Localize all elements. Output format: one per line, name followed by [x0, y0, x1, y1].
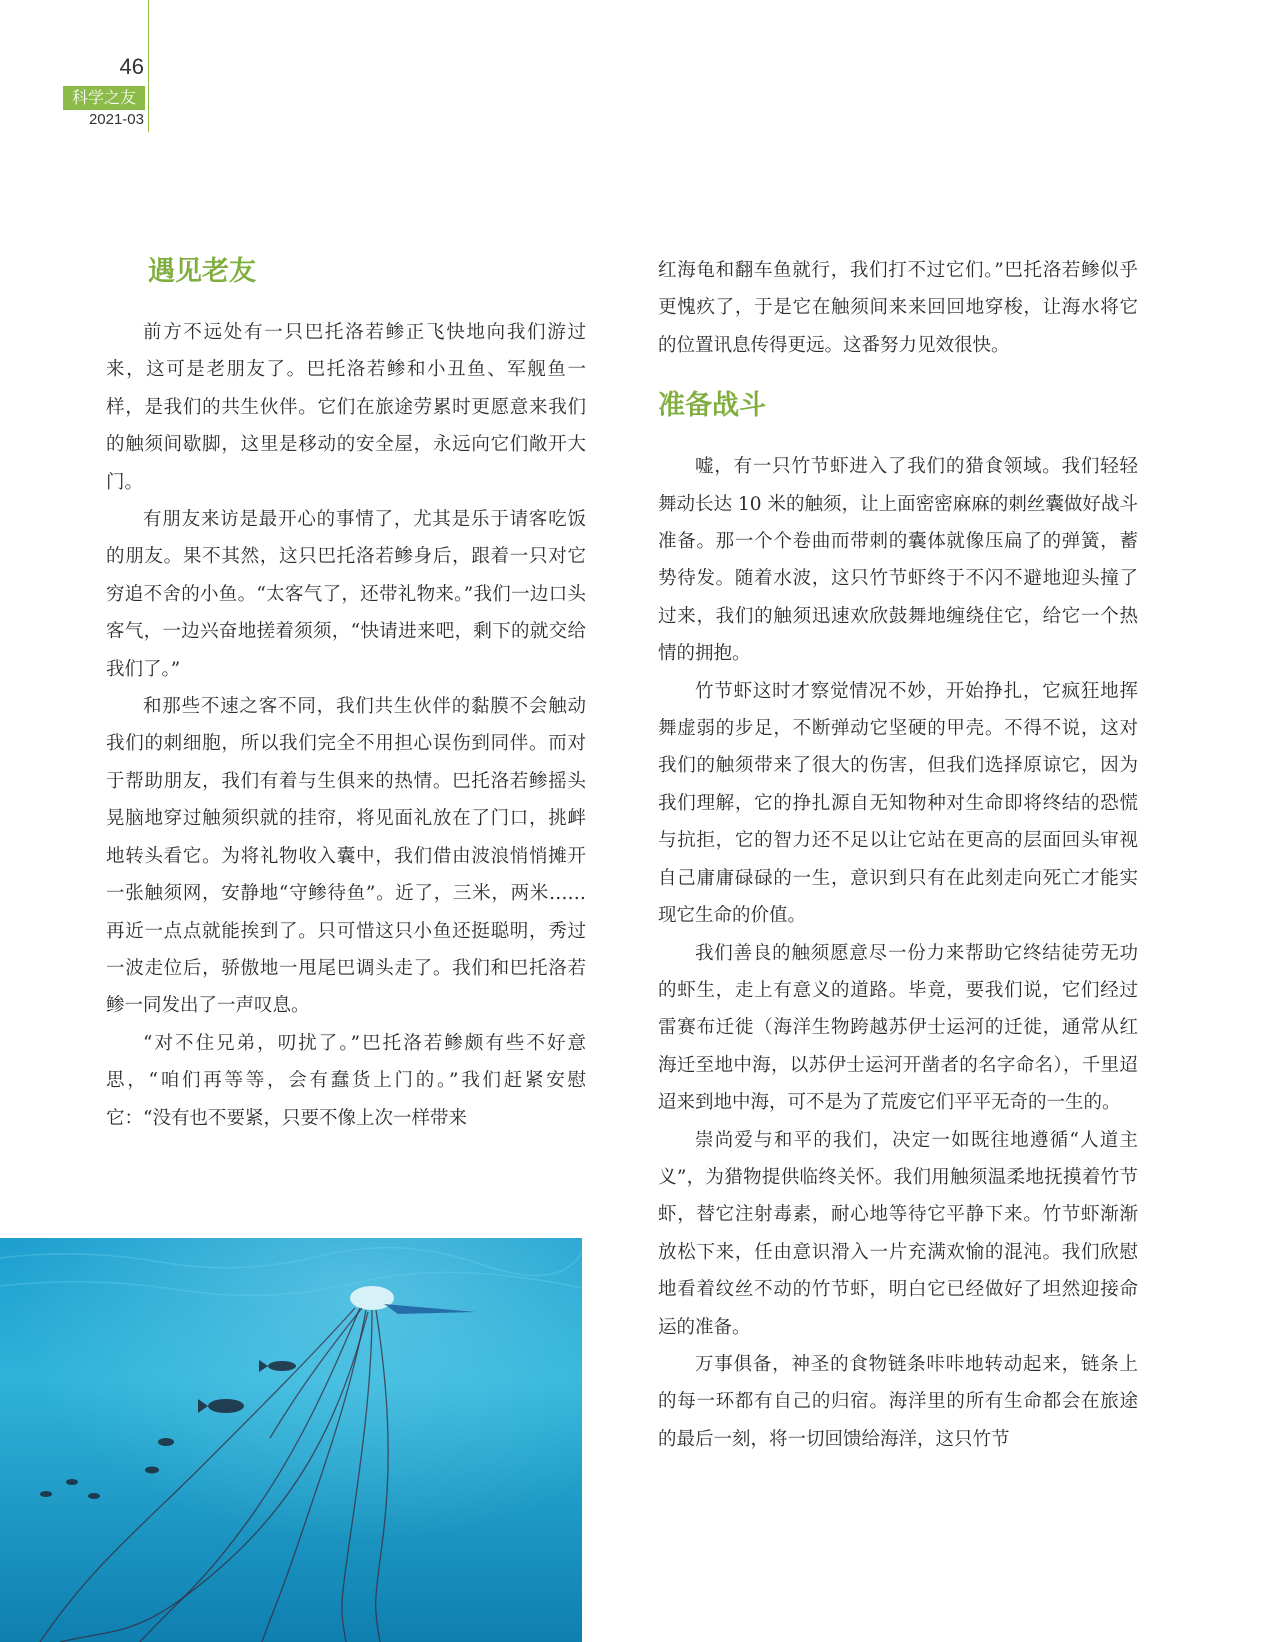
paragraph: “对不住兄弟，叨扰了。”巴托洛若鲹颇有些不好意思，“咱们再等等，会有蠢货上门的。”我们赶紧安慰它：“没有也不要紧，只要不像上次一样带来	[106, 1032, 586, 1129]
paragraph: 嘘，有一只竹节虾进入了我们的猎食领域。我们轻轻舞动长达 10 米的触须，让上面密密麻麻的刺丝囊做好战斗准备。那一个个卷曲而带刺的囊体就像压扁了的弹簧，蓄势待发。随着水波，这只竹节虾终于不闪不避地迎头撞了过来，我们的触须迅速欢欣鼓舞地缠绕住它，给它一个热情的拥抱。	[658, 456, 1138, 665]
paragraph: 我们善良的触须愿意尽一份力来帮助它终结徒劳无功的虾生，走上有意义的道路。毕竟，要我们说，它们经过雷赛布迁徙（海洋生物跨越苏伊士运河的迁徙，通常从红海迁至地中海，以苏伊士运河开凿者的名字命名），千里迢迢来到地中海，可不是为了荒废它们平平无奇的一生的。	[658, 942, 1138, 1114]
section-title-meet-old-friend: 遇见老友	[148, 256, 256, 287]
issue-date: 2021-03	[88, 111, 144, 128]
page-number: 46	[119, 54, 144, 79]
paragraph: 和那些不速之客不同，我们共生伙伴的黏膜不会触动我们的刺细胞，所以我们完全不用担心误伤到同伴。而对于帮助朋友，我们有着与生俱来的热情。巴托洛若鲹摇头晃脑地穿过触须织就的挂帘，将见面礼放在了门口，挑衅地转头看它。为将礼物收入囊中，我们借由波浪悄悄摊开一张触须网，安静地“守鲹待鱼”。近了，三米，两米……再近一点点就能挨到了。只可惜这只小鱼还挺聪明，秀过一波走位后，骄傲地一甩尾巴调头走了。我们和巴托洛若鲹一同发出了一声叹息。	[106, 696, 586, 1017]
paragraph: 有朋友来访是最开心的事情了，尤其是乐于请客吃饭的朋友。果不其然，这只巴托洛若鲹身后，跟着一只对它穷追不舍的小鱼。“太客气了，还带礼物来。”我们一边口头客气，一边兴奋地搓着须须，“快请进来吧，剩下的就交给我们了。”	[106, 509, 586, 680]
paragraph-continuation: 红海龟和翻车鱼就行，我们打不过它们。”巴托洛若鲹似乎更愧疚了，于是它在触须间来来回回地穿梭，让海水将它的位置讯息传得更远。这番努力见效很快。	[658, 260, 1138, 356]
underwater-jellyfish-illustration	[0, 1238, 582, 1642]
paragraph: 崇尚爱与和平的我们，决定一如既往地遵循“人道主义”，为猎物提供临终关怀。我们用触须温柔地抚摸着竹节虾，替它注射毒素，耐心地等待它平静下来。竹节虾渐渐放松下来，任由意识滑入一片充满欢愉的混沌。我们欣慰地看着纹丝不动的竹节虾，明白它已经做好了坦然迎接命运的准备。	[658, 1129, 1138, 1338]
paragraph: 万事俱备，神圣的食物链条咔咔地转动起来，链条上的每一环都有自己的归宿。海洋里的所有生命都会在旅途的最后一刻，将一切回馈给海洋，这只竹节	[658, 1353, 1138, 1450]
left-column	[106, 252, 586, 1137]
paragraph: 前方不远处有一只巴托洛若鲹正飞快地向我们游过来，这可是老朋友了。巴托洛若鲹和小丑鱼、军舰鱼一样，是我们的共生伙伴。它们在旅途劳累时更愿意来我们的触须间歇脚，这里是移动的安全屋，永远向它们敞开大门。	[106, 322, 586, 493]
right-column	[658, 252, 1138, 1458]
header-divider	[148, 0, 149, 132]
section-title-prepare-battle: 准备战斗	[658, 390, 766, 422]
paragraph: 竹节虾这时才察觉情况不妙，开始挣扎，它疯狂地挥舞虚弱的步足，不断弹动它坚硬的甲壳。不得不说，这对我们的触须带来了很大的伤害，但我们选择原谅它，因为我们理解，它的挣扎源自无知物种对生命即将终结的恐慌与抗拒，它的智力还不足以让它站在更高的层面回头审视自己庸庸碌碌的一生，意识到只有在此刻走向死亡才能实现它生命的价值。	[658, 680, 1138, 927]
jellyfish-photo	[0, 1238, 582, 1642]
magazine-name: 科学之友	[63, 86, 145, 110]
